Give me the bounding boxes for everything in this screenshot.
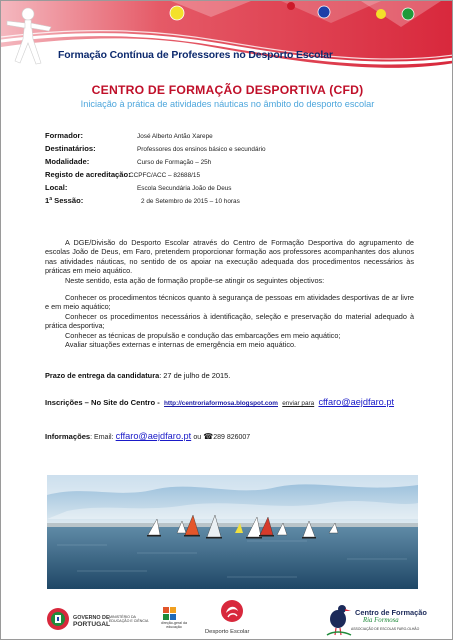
deadline-line: [45, 371, 230, 380]
info-value: Curso de Formação – 25h: [137, 159, 212, 166]
info-value: 2 de Setembro de 2015 – 10 horas: [141, 198, 240, 205]
info-row-registo: [45, 170, 425, 183]
info-value: Escola Secundária João de Deus: [137, 185, 232, 192]
objectives-intro: Neste sentido, esta ação de formação propõe-se atingir os seguintes objectivos:: [65, 275, 325, 285]
phone-icon: ☎: [203, 432, 214, 441]
info-value: Professores dos ensinos básico e secundário: [137, 146, 266, 153]
contact-email-label: : Email:: [90, 434, 114, 441]
contact-email-link[interactable]: cffaro@aejdfaro.pt: [115, 431, 192, 441]
contact-label: Informações: [45, 432, 91, 441]
gov-logo-line1: GOVERNO DE: [73, 615, 110, 621]
registration-label: Inscrições – No Site do Centro -: [45, 398, 160, 407]
info-row-formador: [45, 131, 425, 144]
info-row-sessao: [45, 196, 425, 209]
dge-logo-text: direção-geral da educação: [161, 621, 187, 630]
intro-paragraph: A DGE/Divisão do Desporto Escolar através do Centro de Formação Desportiva do agrupamento de escolas João de Deus, em Faro, pretendem proporcionar formação aos professores acompanhantes dos alunos nas atividades náuticas, no sentido de os apoiar na execução adequada dos procedimentos necessários às práticas em meio aquático.: [45, 238, 414, 276]
info-label: Registo de acreditação:: [45, 170, 131, 179]
info-label: Modalidade:: [45, 157, 90, 166]
ministry-logo: MINISTÉRIO DA EDUCAÇÃO E CIÊNCIA: [109, 615, 149, 624]
info-label: Formador:: [45, 131, 83, 140]
objective-item: Conhecer os procedimentos necessários à identificação, seleção e preservação do material adequado à prática desportiva;: [45, 311, 414, 331]
contact-line: [45, 431, 250, 441]
desporto-escolar-logo-icon: [220, 599, 244, 627]
course-title: Iniciação à prática de atividades náuticas no âmbito do desporto escolar: [80, 99, 375, 109]
centro-logo-line1: Centro de Formação: [355, 608, 427, 617]
registration-send-text: enviar para: [282, 400, 315, 407]
info-value: CCPFC/ACC – 82688/15: [129, 172, 201, 179]
objective-item: Conhecer as técnicas de propulsão e condução das embarcações em meio aquático;: [65, 330, 341, 340]
objective-item: Avaliar situações externas e internas de emergência em meio aquático.: [65, 340, 297, 350]
portugal-coat-of-arms-icon: [45, 605, 71, 633]
centro-logo-line2: Ria Formosa: [363, 617, 399, 624]
footer-logos: [1, 599, 453, 640]
objective-item: Conhecer os procedimentos técnicos quanto à segurança de pessoas em atividades desportivas de ar livre e em meio aquático;: [45, 293, 414, 312]
registration-email-link[interactable]: cffaro@aejdfaro.pt: [318, 397, 395, 407]
info-row-local: [45, 183, 425, 196]
deadline-value: : 27 de julho de 2015.: [159, 371, 231, 380]
program-title: Formação Contínua de Professores no Desporto Escolar: [58, 50, 333, 61]
info-row-destinatarios: [45, 144, 425, 157]
info-label: 1ª Sessão:: [45, 196, 84, 205]
course-info: [45, 131, 425, 209]
contact-or: ou: [193, 434, 202, 441]
registration-line: [45, 397, 394, 407]
blog-link[interactable]: http://centroriaformosa.blogspot.com: [164, 400, 278, 407]
centro-logo-line3: ASSOCIAÇÃO DE ESCOLAS FARO-OLHÃO: [351, 627, 420, 631]
info-label: Local:: [45, 183, 68, 192]
contact-phone[interactable]: 289 826007: [213, 434, 251, 441]
description-body: [45, 238, 414, 349]
info-label: Destinatários:: [45, 144, 96, 153]
info-value: José Alberto Antão Xarepe: [137, 133, 213, 140]
gov-logo-line2: PORTUGAL: [73, 621, 110, 628]
bird-logo-icon: [323, 601, 353, 637]
deadline-label: Prazo de entrega da candidatura: [45, 371, 160, 380]
sailing-photo: [47, 475, 418, 589]
desporto-escolar-logo-text: Desporto Escolar: [205, 629, 250, 635]
info-row-modalidade: [45, 157, 425, 170]
center-title: CENTRO DE FORMAÇÃO DESPORTIVA (CFD): [91, 83, 364, 97]
